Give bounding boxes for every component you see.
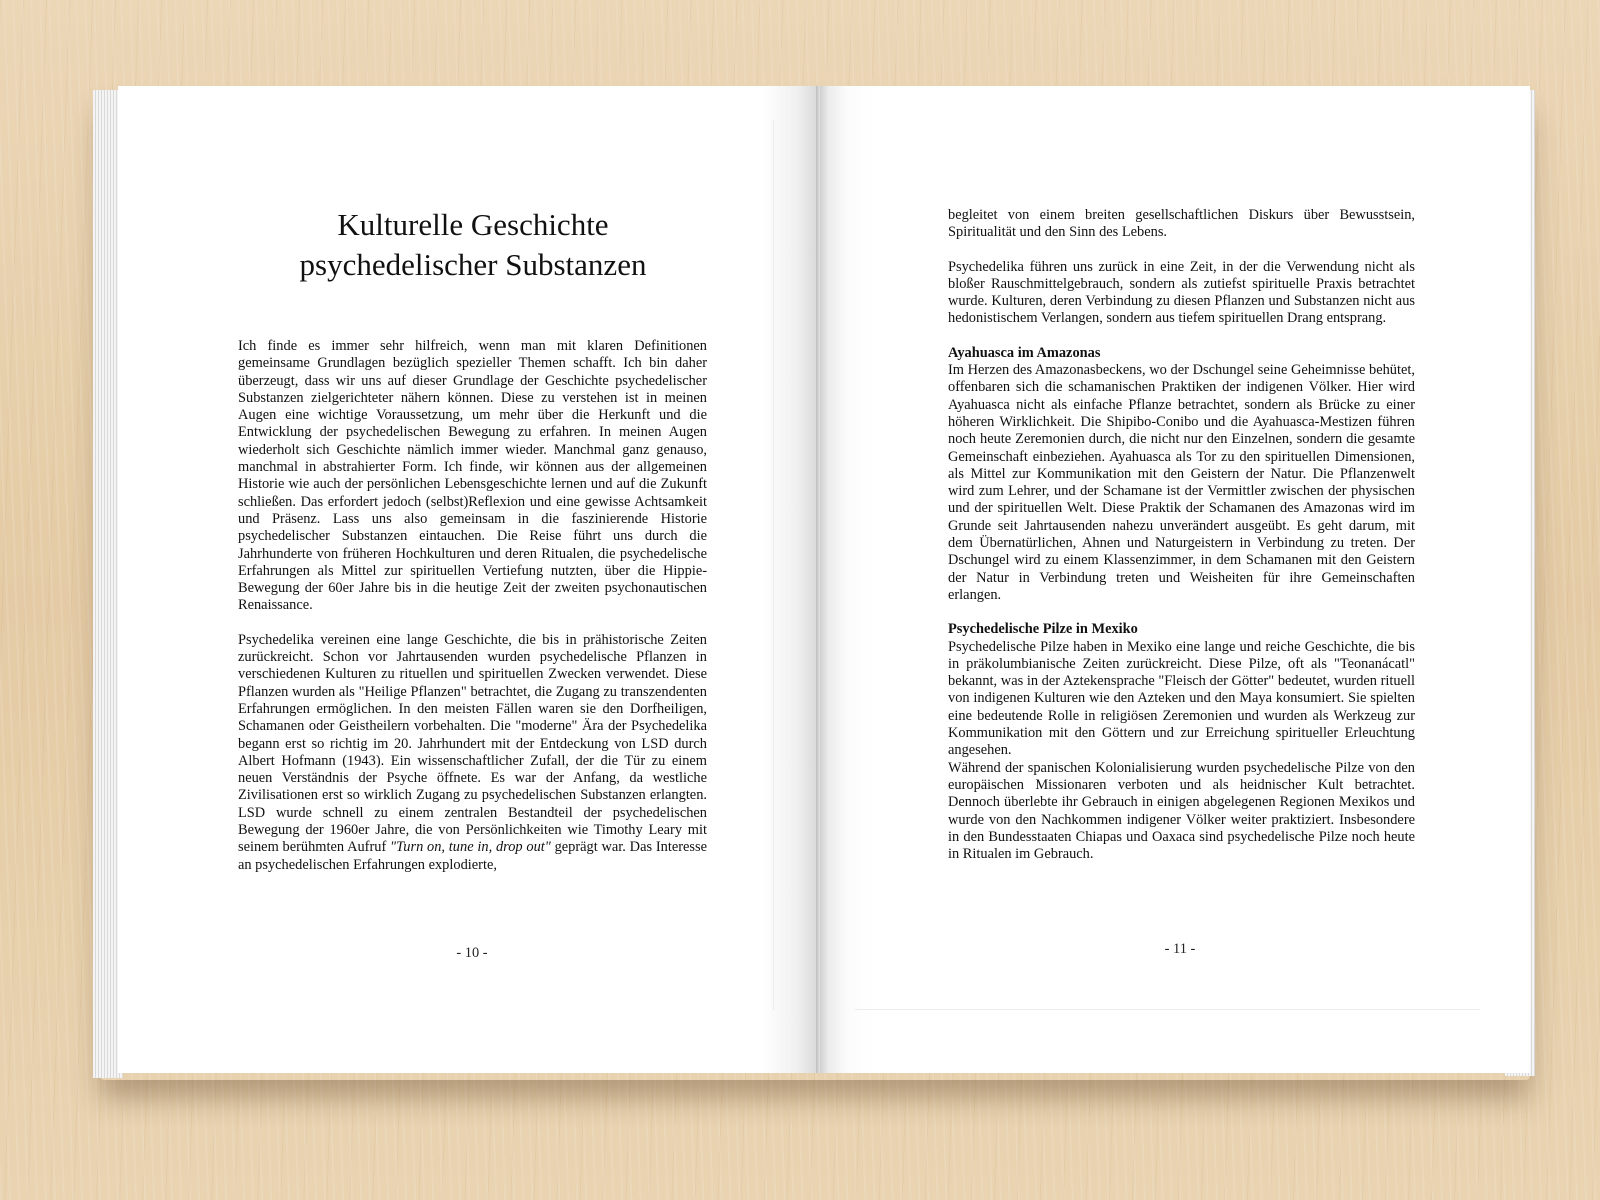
left-page-body xyxy=(238,338,707,874)
section-heading-ayahuasca: Ayahuasca im Amazonas xyxy=(948,344,1101,361)
chapter-title-line1: Kulturelle Geschichte xyxy=(337,207,609,242)
book-spine xyxy=(816,86,820,1073)
right-page-body xyxy=(948,207,1415,863)
paragraph-text: Psychedelika vereinen eine lange Geschichte, die bis in prähistorische Zeiten zurückreicht. Schon vor Jahrtausenden wurden psychedelische Pflanzen in verschiedenen Kulturen zu rituellen und spirituellen Zwecken verwendet. Diese Pflanzen wurden als "Heilige Pflanzen" betrachtet, die Zugang zu transzendenten Erfahrungen ermöglichen. In den meisten Fällen waren sie den Dorfheiligen, Schamanen oder Geistheilern vorbehalten. Die "moderne" Ära der Psychedelika begann erst so richtig im 20. Jahrhundert mit der Entdeckung von LSD durch Albert Hofmann (1943). Ein wissenschaftlicher Zufall, der die Tür zu einem neuen Verständnis der Psyche öffnete. Es war der Anfang, da westliche Zivilisationen erst so wirklich Zugang zu psychedelischen Substanzen erlangten. LSD wurde schnell zu einem zentralen Bestandteil der psychedelischen Bewegung der 1960er Jahre, die von Persönlichkeiten wie Timothy Leary mit seinem berühmten Aufruf xyxy=(238,631,707,856)
page-number-left: - 10 - xyxy=(456,945,488,961)
chapter-title xyxy=(238,205,708,285)
page-frame-line xyxy=(855,1009,1480,1010)
chapter-title-line2: psychedelischer Substanzen xyxy=(299,247,647,282)
section-heading-pilze: Psychedelische Pilze in Mexiko xyxy=(948,621,1138,638)
paragraph: Während der spanischen Kolonialisierung wurden psychedelische Pilze von den europäischen Missionaren verboten und als heidnischer Kult betrachtet. Dennoch überlebte ihr Gebrauch in einigen abgelegenen Regionen Mexikos und wurde von den Nachkommen indigener Völker weiter praktiziert. Insbesondere in den Bundesstaaten Chiapas und Oaxaca sind psychedelische Pilze noch heute in Ritualen im Gebrauch. xyxy=(948,759,1415,863)
paragraph: Psychedelische Pilze haben in Mexiko eine lange und reiche Geschichte, die bis in präkolumbianische Zeiten zurückreicht. Diese Pilze, oft als "Teonanácatl" bekannt, was in der Aztekensprache "Fleisch der Götter" bedeutet, wurden rituell von indigenen Kulturen wie den Azteken und den Maya konsumiert. Sie spielten eine bedeutende Rolle in religiösen Zeremonien und wurden als Werkzeug zur Kommunikation mit den Göttern und zur Erreichung spiritueller Erleuchtung angesehen. xyxy=(948,638,1415,759)
paragraph: Im Herzen des Amazonasbeckens, wo der Dschungel seine Geheimnisse behütet, offenbaren sich die schamanischen Praktiken der indigenen Völker. Hier wird Ayahuasca nicht als einfache Pflanze betrachtet, sondern als Brücke zu einer höheren Wirklichkeit. Die Shipibo-Conibo und die Ayahuasca-Mestizen führen noch heute Zeremonien durch, die nicht nur den Einzelnen, sondern die gesamte Gemeinschaft einbeziehen. Ayahuasca als Tor zu den spirituellen Dimensionen, als Mittel zur Kommunikation mit den Geistern der Natur. Die Pflanzenwelt wird zum Lehrer, und der Schamane ist der Vermittler zwischen der physischen und der spirituellen Welt. Diese Praktik der Schamanen des Amazonas wird im Grunde seit Jahrtausenden nahezu unverändert ausgeübt. Es geht darum, mit dem Übernatürlichen, Ahnen und Naturgeistern in Verbindung zu treten. Der Dschungel wird zu einem Klassenzimmer, in dem Schamanen mit den Geistern der Natur in Verbindung treten und Weisheiten für ihre Gemeinschaften erlangen. xyxy=(948,362,1415,603)
quote: "Turn on, tune in, drop out" xyxy=(390,839,551,856)
paragraph: begleitet von einem breiten gesellschaftlichen Diskurs über Bewusstsein, Spiritualität und den Sinn des Lebens. xyxy=(948,207,1415,241)
paragraph xyxy=(238,632,707,874)
paragraph: Ich finde es immer sehr hilfreich, wenn man mit klaren Definitionen gemeinsame Grundlagen bezüglich spezieller Themen schafft. Ich bin daher überzeugt, dass wir uns auf dieser Grundlage der Geschichte psychedelischer Substanzen zielgerichteter nähern können. Diese zu verstehen ist in meinen Augen eine wichtige Voraussetzung, um mehr über die Herkunft und die Entwicklung der psychedelischen Bewegung zu erfahren. In meinen Augen wiederholt sich Geschichte nämlich immer wieder. Manchmal ganz genauso, manchmal in abstrahierter Form. Ich finde, wir können aus der allgemeinen Historie wie auch der persönlichen Lebensgeschichte lernen und auf die Zukunft schließen. Das erfordert jedoch (selbst)Reflexion und eine gewisse Achtsamkeit und Präsenz. Lass uns also gemeinsam in die faszinierende Historie psychedelischer Substanzen eintauchen. Die Reise führt uns durch die Jahrhunderte von früheren Hochkulturen und deren Ritualen, die psychedelische Erfahrungen als Mittel zur spirituellen Vertiefung nutzten, über die Hippie-Bewegung der 60er Jahre bis in die heutige Zeit der zweiten psychonautischen Renaissance. xyxy=(238,338,707,614)
paragraph-text: geprägt war. Das Interesse an psychedelischen Erfahrungen explodierte, xyxy=(238,839,707,873)
page-frame-line xyxy=(773,120,774,1010)
page-number-right: - 11 - xyxy=(1164,941,1196,957)
paragraph: Psychedelika führen uns zurück in eine Zeit, in der die Verwendung nicht als bloßer Rauschmittelgebrauch, sondern als zutiefst spirituelle Praxis betrachtet wurde. Kulturen, deren Verbindung zu diesen Pflanzen und Substanzen nicht aus hedonistischem Verlangen, sondern aus tiefem spirituellen Drang entsprang. xyxy=(948,258,1415,327)
